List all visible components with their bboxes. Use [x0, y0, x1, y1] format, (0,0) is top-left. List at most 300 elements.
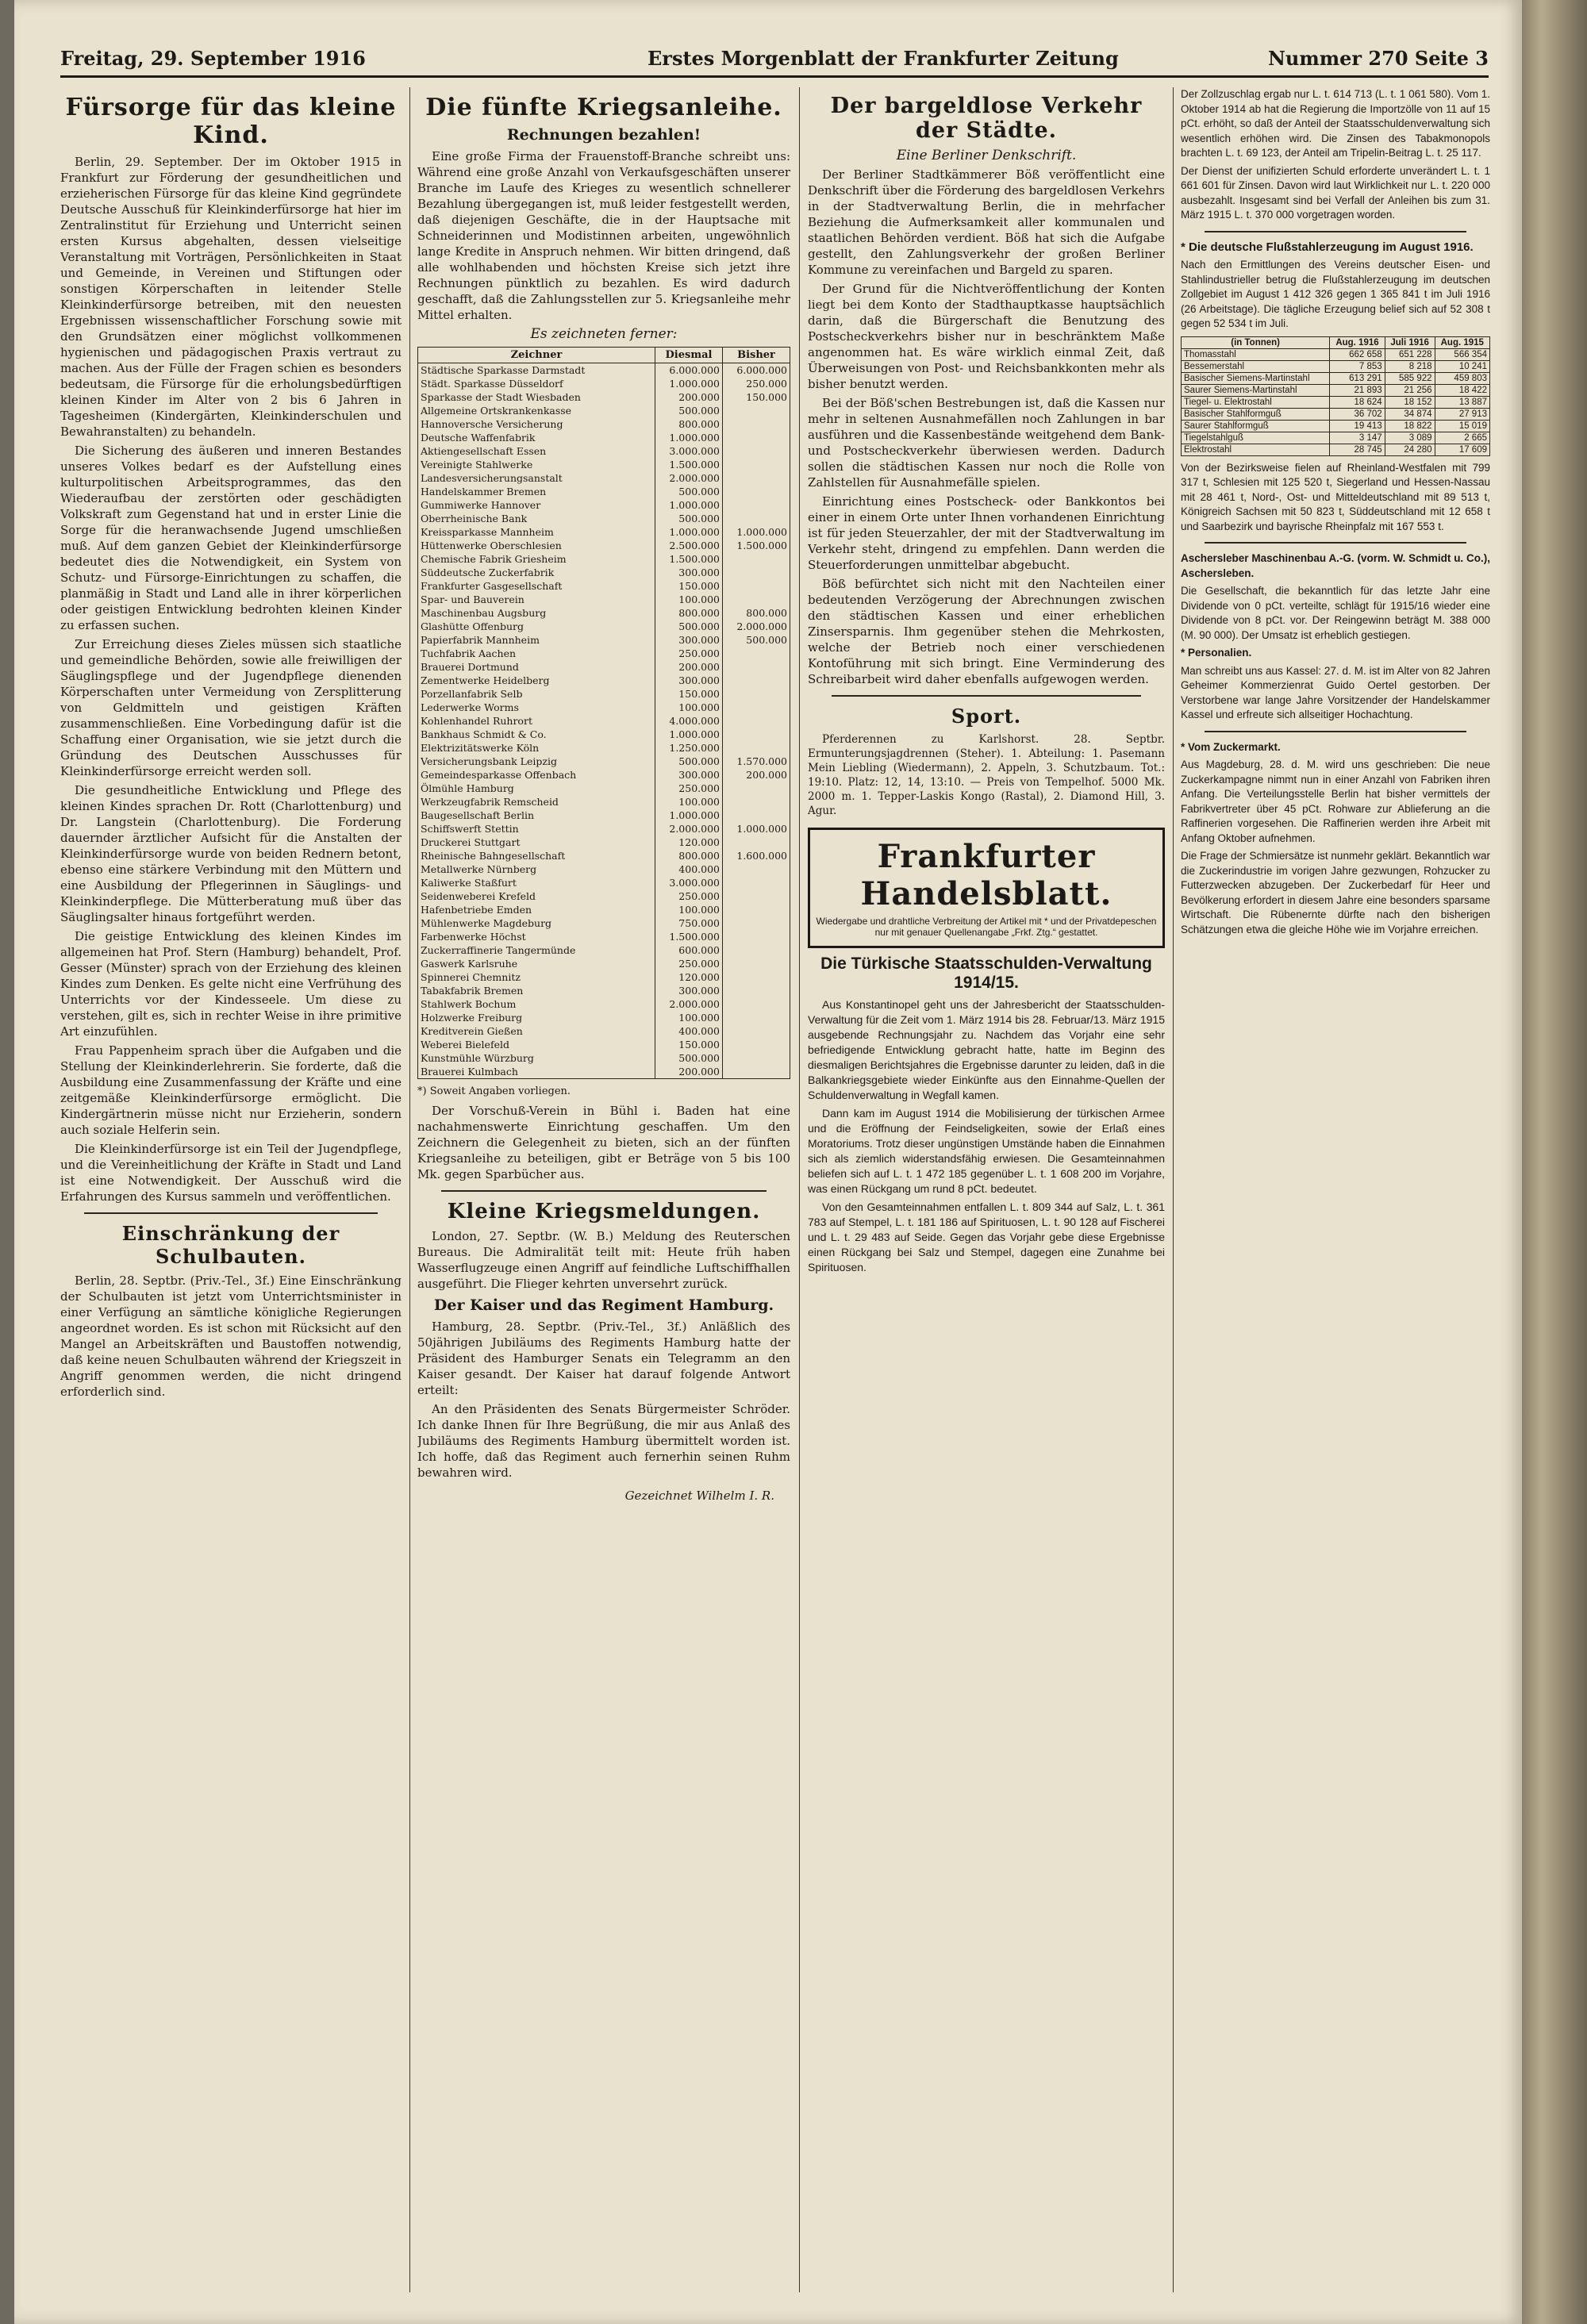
amount-current: 2.000.000: [655, 997, 723, 1011]
subscriber-name: Chemische Fabrik Griesheim: [418, 552, 655, 566]
divider: [441, 1190, 767, 1192]
amount-current: 500.000: [655, 404, 723, 417]
subscriber-name: Kreditverein Gießen: [418, 1024, 655, 1038]
amount-current: 1.000.000: [655, 431, 723, 444]
article-paragraph: Die Sicherung des äußeren und inneren Bestandes unseres Volkes bedarf es der Aufstellung eines kulturpolitischen Arbeitsprogrammes, das den Wiederaufbau der zerstörten oder geschädigten Volkskraft zum Gegenstand hat und in erster Linie die Sorge für die heranwachsende Jugend umschließen muß. Auf dem ganzen Gebiet der Kleinkinderfürsorge bedeutet dies die Notwendigkeit, ein System von Schutz- und Fürsorge-Einrichtungen zu schaffen, die planmäßig in Stadt und Land alle in ihrer körperlichen oder geistigen Entwicklung bedrohten kleinen Kinder zu erfassen suchen.: [60, 444, 402, 632]
subscriber-name: Weberei Bielefeld: [418, 1038, 655, 1051]
amount-current: 100.000: [655, 1011, 723, 1024]
table-row: [1182, 360, 1490, 372]
steel-tonnage: 585 922: [1385, 372, 1435, 384]
amount-previous: [723, 687, 790, 701]
amount-previous: 6.000.000: [723, 363, 790, 378]
subscriber-name: Spinnerei Chemnitz: [418, 970, 655, 984]
amount-current: 100.000: [655, 701, 723, 714]
table-row: [418, 957, 790, 970]
table-footnote: *) Soweit Angaben vorliegen.: [417, 1085, 571, 1097]
article-headline: * Die deutsche Flußstahlerzeugung im August 1916.: [1181, 240, 1474, 254]
amount-current: 250.000: [655, 889, 723, 903]
divider: [1205, 731, 1466, 732]
amount-previous: [723, 835, 790, 849]
table-row: [418, 1011, 790, 1024]
amount-previous: 250.000: [723, 377, 790, 390]
steel-tonnage: 662 658: [1330, 348, 1385, 360]
amount-current: 500.000: [655, 755, 723, 768]
subscriber-name: Spar- und Bauverein: [418, 593, 655, 606]
steel-tonnage: 2 665: [1435, 432, 1489, 444]
subscriber-name: Hannoversche Versicherung: [418, 417, 655, 431]
table-row: [418, 566, 790, 579]
table-row: [418, 1051, 790, 1065]
amount-current: 500.000: [655, 620, 723, 633]
article-headline: Einschränkung der Schulbauten.: [121, 1222, 340, 1268]
steel-type: Thomasstahl: [1182, 348, 1330, 360]
steel-tonnage: 459 803: [1435, 372, 1489, 384]
amount-previous: [723, 1011, 790, 1024]
amount-current: 150.000: [655, 579, 723, 593]
subscriber-name: Hafenbetriebe Emden: [418, 903, 655, 916]
amount-current: 250.000: [655, 957, 723, 970]
table-row: [418, 1065, 790, 1079]
table-row: [418, 1024, 790, 1038]
subscriber-name: Sparkasse der Stadt Wiesbaden: [418, 390, 655, 404]
steel-tonnage: 7 853: [1330, 360, 1385, 372]
amount-previous: [723, 674, 790, 687]
table-row: [418, 809, 790, 822]
section-notice: Wiedergabe und drahtliche Verbreitung der Artikel mit * und der Privatdepeschen nur mit genauer Quellenangabe „Frkf. Ztg.“ gestattet.: [816, 916, 1157, 938]
article-paragraph: Man schreibt uns aus Kassel: 27. d. M. ist im Alter von 82 Jahren Geheimer Kommerzienrat Guido Oertel gestorben. Der Verstorbene war lange Jahre Vorsitzender der Handelskammer Kassel und erfreute sich allseitiger Hochachtung.: [1181, 664, 1490, 720]
table-row: [418, 701, 790, 714]
table-row: [418, 363, 790, 378]
amount-current: 1.500.000: [655, 458, 723, 471]
article-paragraph: Eine große Firma der Frauenstoff-Branche schreibt uns: Während eine große Anzahl von Verkaufsgeschäften unserer Branche im Laufe des Krieges zu wesentlich schnellerer Bezahlung übergegangen ist, muß leider festgestellt werden, daß diejenigen Geschäfte, die in der Hauptsache mit Schneiderinnen und Modistinnen arbeiten, ungewöhnlich lange Kredite in Anspruch nehmen. Wir bitten dringend, daß alle wohlhabenden und höchsten Kreise sich jetzt ihre Rechnungen pünktlich zu bezahlen. Es wird dadurch geschafft, daß die Zahlungsstellen zur 5. Kriegsanleihe mehr Mittel erhalten.: [417, 149, 790, 322]
article-paragraph: Der Vorschuß-Verein in Bühl i. Baden hat eine nachahmenswerte Einrichtung geschaffen. Um den Zeichnern die Gelegenheit zu bieten, sich an der fünften Kriegsanleihe zu beteiligen, gibt er Beträge von 5 bis 100 Mk. gegen Sparbücher aus.: [417, 1104, 790, 1181]
table-row: [418, 903, 790, 916]
table-row: [418, 687, 790, 701]
page-header: [60, 44, 1489, 78]
table-row: [418, 552, 790, 566]
article-paragraph: Bei der Böß'schen Bestrebungen ist, daß die Kassen nur mehr in seltenen Ausnahmefällen noch Zahlungen in bar ausführen und die Kassenbestände weitgehend dem Bank- und Postscheckverkehr überwiesen werden. Dadurch sollen die städtischen Kassen nur noch die Rolle von Zahlstellen für Ausnahmefälle spielen.: [808, 396, 1165, 490]
subscriber-name: Mühlenwerke Magdeburg: [418, 916, 655, 930]
subscriber-name: Porzellanfabrik Selb: [418, 687, 655, 701]
column-rule: [409, 87, 410, 2292]
article-paragraph: Von der Bezirksweise fielen auf Rheinland-Westfalen mit 799 317 t, Schlesien mit 125 520 t, Siegerland und Hessen-Nassau mit 28 461 t, Nord-, Ost- und Mitteldeutschland mit 89 513 t, Königreich Sachsen mit 50 823 t, Süddeutschland mit 12 658 t und Saarbezirk und bayrische Rheinpfalz mit 167 553 t.: [1181, 461, 1490, 532]
amount-previous: 1.000.000: [723, 822, 790, 835]
amount-previous: [723, 984, 790, 997]
table-row: [418, 916, 790, 930]
amount-current: 1.500.000: [655, 930, 723, 943]
steel-type: Basischer Siemens-Martinstahl: [1182, 372, 1330, 384]
amount-previous: [723, 444, 790, 458]
steel-tonnage: 10 241: [1435, 360, 1489, 372]
steel-tonnage: 18 822: [1385, 420, 1435, 432]
amount-current: 300.000: [655, 768, 723, 782]
amount-current: 200.000: [655, 660, 723, 674]
amount-current: 1.250.000: [655, 741, 723, 755]
subscriber-name: Papierfabrik Mannheim: [418, 633, 655, 647]
subscriber-name: Baugesellschaft Berlin: [418, 809, 655, 822]
amount-previous: [723, 404, 790, 417]
amount-current: 200.000: [655, 390, 723, 404]
table-row: [418, 404, 790, 417]
article-paragraph: Berlin, 28. Septbr. (Priv.-Tel., 3f.) Eine Einschränkung der Schulbauten ist jetzt vom Unterrichtsminister in einer Verfügung an sämtliche königliche Regierungen angeordnet worden. Es ist schon mit Rücksicht auf den Mangel an Arbeitskräften und Baustoffen notwendig, daß keine neuen Schulbauten während der Kriegszeit in Angriff genommen werden, die nicht dringend erforderlich sind.: [60, 1273, 402, 1399]
steel-tonnage: 17 609: [1435, 444, 1489, 455]
steel-type: Bessemerstahl: [1182, 360, 1330, 372]
table-row: [418, 417, 790, 431]
amount-current: 800.000: [655, 417, 723, 431]
amount-previous: [723, 512, 790, 525]
article-paragraph: Aus Konstantinopel geht uns der Jahresbericht der Staatsschulden-Verwaltung für die Zeit vom 1. März 1914 bis 28. Februar/13. März 1915 ausgebende Rechnungsjahr zu. Nachdem das Vorjahr eine sehr befriedigende Entwicklung gebracht hatte, hatte im Beginn des diesmaligen Berichtsjahres die Ergebnisse darunter zu leiden, daß in die Balkankriegsgebiete wieder Einkünfte aus den Einnahme-Quellen der Schuldenverwaltung in Wegfall kamen.: [808, 998, 1165, 1101]
amount-previous: 500.000: [723, 633, 790, 647]
amount-previous: [723, 970, 790, 984]
subscriber-name: Deutsche Waffenfabrik: [418, 431, 655, 444]
amount-previous: [723, 647, 790, 660]
amount-current: 2.500.000: [655, 539, 723, 552]
subscriber-name: Zementwerke Heidelberg: [418, 674, 655, 687]
steel-type: Saurer Siemens-Martinstahl: [1182, 384, 1330, 396]
amount-current: 300.000: [655, 633, 723, 647]
table-row: [418, 471, 790, 485]
table-row: [418, 647, 790, 660]
amount-previous: [723, 916, 790, 930]
amount-current: 150.000: [655, 687, 723, 701]
article-paragraph: Pferderennen zu Karlshorst. 28. Septbr. Ermunterungsjagdrennen (Steher). 1. Abteilung: 1. Pasemann Mein Liebling (Wiedermann), 2. Appeln, 3. Schutzbaum. Tot.: 19:10. Platz: 12, 14, 13:10. — Preis von Tempelhof. 5000 Mk. 2000 m. 1. Tepper-Laskis Kongo (Rastal), 2. Diamond Hill, 3. Agur.: [808, 733, 1165, 817]
article-paragraph: Die gesundheitliche Entwicklung und Pflege des kleinen Kindes sprachen Dr. Rott (Charlottenburg) und Dr. Langstein (Charlottenburg). Die Forderung dauernder ärztlicher Aufsicht für die Anstalten der Kleinkinderfürsorge wurde von beiden Rednern betont, ebenso eine stärkere Verbindung mit den Müttern und eine Ausbildung der Pflegerinnen in Säuglings- und Kleinkinderpflege. Die Mütterberatung muß über das Säuglingsalter hinaus fortgeführt werden.: [60, 783, 402, 924]
article-headline: Aschersleber Maschinenbau A.-G. (vorm. W. Schmidt u. Co.), Aschersleben.: [1181, 552, 1490, 579]
column-1: [60, 87, 402, 2292]
article-headline: * Vom Zuckermarkt.: [1181, 740, 1281, 753]
table-header-unit: (in Tonnen): [1182, 336, 1330, 348]
subscriber-name: Versicherungsbank Leipzig: [418, 755, 655, 768]
issue-number: Nummer 270 Seite 3: [1267, 47, 1489, 70]
amount-previous: [723, 417, 790, 431]
table-row: [418, 741, 790, 755]
table-row: [418, 889, 790, 903]
column-2: [417, 87, 790, 2292]
table-header-name: Zeichner: [418, 348, 655, 363]
steel-type: Saurer Stahlformguß: [1182, 420, 1330, 432]
article-paragraph: Von den Gesamteinnahmen entfallen L. t. 809 344 auf Salz, L. t. 361 783 auf Stempel, L. t. 181 186 auf Spirituosen, L. t. 90 128 auf Fischerei und L. t. 29 483 auf Seide. Gegen das Vorjahr gebe diese Ergebnisse einen Rückgang bei Salz und Stempel, dagegen eine Zunahme bei Spirituosen.: [808, 1200, 1165, 1273]
article-subheadline: Rechnungen bezahlen!: [506, 126, 701, 144]
amount-previous: [723, 1065, 790, 1079]
table-row: [418, 862, 790, 876]
signature: Gezeichnet Wilhelm I. R.: [624, 1489, 774, 1503]
article-headline: Die Türkische Staatsschulden-Verwaltung 1914/15.: [820, 955, 1152, 992]
table-header-aug-1915: Aug. 1915: [1435, 336, 1489, 348]
amount-previous: 2.000.000: [723, 620, 790, 633]
table-row: [418, 997, 790, 1011]
subscriber-name: Brauerei Dortmund: [418, 660, 655, 674]
steel-tonnage: 21 893: [1330, 384, 1385, 396]
table-row: [418, 512, 790, 525]
article-paragraph: Die geistige Entwicklung des kleinen Kindes im allgemeinen hat Prof. Stern (Hamburg) behandelt, Prof. Gesser (Münster) sprach von der Erziehung des kleinen Kindes zum Denken. Es gelte nicht eine Verfrühung des Unterrichts vor der Kindesseele. Um diese zu verstehen, gilt es, sich in rechter Weise in ihre primitive Art einzufühlen.: [60, 929, 402, 1039]
table-title: Es zeichneten ferner:: [530, 326, 678, 342]
table-row: [418, 728, 790, 741]
amount-previous: [723, 498, 790, 512]
article-paragraph: An den Präsidenten des Senats Bürgermeister Schröder. Ich danke Ihnen für Ihre Begrüßung, die mir aus Anlaß des Jubiläums des Regiments Hamburg übermittelt worden ist. Ich hoffe, daß das Regiment auch fernerhin seinen Ruhm bewahren wird.: [417, 1402, 790, 1480]
amount-previous: [723, 889, 790, 903]
table-row: [418, 431, 790, 444]
amount-current: 120.000: [655, 835, 723, 849]
subscriber-name: Glashütte Offenburg: [418, 620, 655, 633]
steel-tonnage: 3 147: [1330, 432, 1385, 444]
amount-current: 500.000: [655, 512, 723, 525]
subscriber-name: Süddeutsche Zuckerfabrik: [418, 566, 655, 579]
subscriber-name: Rheinische Bahngesellschaft: [418, 849, 655, 862]
article-paragraph: Zur Erreichung dieses Zieles müssen sich staatliche und gemeindliche Behörden, sowie alle freiwilligen der Säuglingspflege und der Jugendpflege dienenden Körperschaften unter Vermeidung von Zersplitterung von Geldmitteln und geistigen Kräften zusammenschließen. Eine Vorbedingung dafür ist die Schaffung einer Organisation, wie sie jetzt durch die Gründung des Deutschen Ausschusses für Kleinkinderfürsorge erreicht werden soll.: [60, 637, 402, 778]
steel-tonnage: 19 413: [1330, 420, 1385, 432]
steel-type: Elektrostahl: [1182, 444, 1330, 455]
table-row: [418, 984, 790, 997]
subscriber-name: Holzwerke Freiburg: [418, 1011, 655, 1024]
amount-current: 1.000.000: [655, 809, 723, 822]
steel-tonnage: 651 228: [1385, 348, 1435, 360]
table-row: [418, 782, 790, 795]
table-row: [418, 498, 790, 512]
amount-current: 120.000: [655, 970, 723, 984]
article-paragraph: Die Gesellschaft, die bekanntlich für das letzte Jahr eine Dividende von 0 pCt. verteilte, schlägt für 1915/16 wieder eine Dividende von 8 pCt. vor. Der Reingewinn beträgt M. 388 000 (M. 90 000). Der Umsatz ist erheblich gestiegen.: [1181, 585, 1490, 641]
article-headline: Der bargeldlose Verkehr der Städte.: [830, 94, 1143, 143]
article-paragraph: Die Kleinkinderfürsorge ist ein Teil der Jugendpflege, und die Vereinheitlichung der Kräfte in Stadt und Land ist eine Notwendigkeit. Der Ausschuß wird die Erfahrungen des Kursus sammeln und veröffentlichen.: [60, 1142, 402, 1204]
amount-previous: [723, 471, 790, 485]
steel-tonnage: 28 745: [1330, 444, 1385, 455]
subscriber-name: Handelskammer Bremen: [418, 485, 655, 498]
steel-tonnage: 18 422: [1435, 384, 1489, 396]
table-row: [418, 876, 790, 889]
amount-current: 150.000: [655, 1038, 723, 1051]
table-row: [418, 606, 790, 620]
amount-previous: [723, 903, 790, 916]
amount-current: 1.000.000: [655, 728, 723, 741]
article-paragraph: Nach den Ermittlungen des Vereins deutscher Eisen- und Stahlindustrieller betrug die Flußstahlerzeugung im deutschen Zollgebiet im August 1 412 326 gegen 1 365 841 t im Juli 1916 (26 Arbeitstage). Die tägliche Erzeugung belief sich auf 52 308 t gegen 52 534 t im Juli.: [1181, 259, 1490, 329]
subscriber-name: Frankfurter Gasgesellschaft: [418, 579, 655, 593]
amount-previous: 1.000.000: [723, 525, 790, 539]
amount-previous: [723, 714, 790, 728]
subscriber-name: Hüttenwerke Oberschlesien: [418, 539, 655, 552]
amount-previous: [723, 741, 790, 755]
subscriber-name: Kohlenhandel Ruhrort: [418, 714, 655, 728]
steel-tonnage: 3 089: [1385, 432, 1435, 444]
amount-current: 3.000.000: [655, 876, 723, 889]
amount-previous: 1.500.000: [723, 539, 790, 552]
subscriber-name: Städt. Sparkasse Düsseldorf: [418, 377, 655, 390]
table-row: [418, 444, 790, 458]
amount-previous: [723, 997, 790, 1011]
column-rule: [799, 87, 800, 2292]
subscriber-name: Kunstmühle Würzburg: [418, 1051, 655, 1065]
steel-tonnage: 21 256: [1385, 384, 1435, 396]
divider: [1205, 542, 1466, 544]
amount-previous: [723, 809, 790, 822]
table-header-previous: Bisher: [723, 348, 790, 363]
amount-previous: [723, 943, 790, 957]
column-3: [808, 87, 1165, 2292]
table-row: [418, 795, 790, 809]
article-headline: Die fünfte Kriegsanleihe.: [425, 94, 782, 121]
amount-previous: [723, 782, 790, 795]
newspaper-title: Erstes Morgenblatt der Frankfurter Zeitung: [647, 47, 1119, 70]
article-paragraph: Frau Pappenheim sprach über die Aufgaben und die Stellung der Kleinkinderlehrerin. Sie forderte, daß die Ausbildung eine Zusammenfassung der Kräfte und eine zeitgemäße Kleinkinderfürsorge ermöglicht. Die Kindergärtnerin müsse nicht nur Erzieherin, sondern auch soziale Helferin sein.: [60, 1043, 402, 1137]
amount-current: 600.000: [655, 943, 723, 957]
amount-previous: [723, 795, 790, 809]
table-row: [1182, 444, 1490, 455]
article-paragraph: Berlin, 29. September. Der im Oktober 1915 in Frankfurt zur Förderung der gesundheitlichen und erzieherischen Fürsorge für das kleine Kind gegründete Deutsche Ausschuß für Kleinkinderfürsorge hat hier im Zentralinstitut für Erziehung und Unterricht seinen ersten Kursus abgehalten, dessen vielseitige Veranstaltung mit Vorträgen, Persönlichkeiten in Staat und Gemeinde, in Vereinen und Stiftungen oder sonstigen Körperschaften in leitender Stelle Kleinkinderfürsorge betreiben, mit den neuesten Ergebnissen wissenschaftlicher Forschung sowie mit den Grundsätzen einer möglichst vollkommenen hygienischen und pädagogischen Praxis vertraut zu machen. Aus der Fülle der Fragen schien es besonders bedeutsam, die Fürsorge für die erholungsbedürftigen kleinen Kinder im Alter von 2 bis 6 Jahren in Tagesheimen (Kindergärten, Kleinkinderschulen und Bewahranstalten) zu behandeln.: [60, 155, 402, 439]
divider: [1205, 231, 1466, 232]
table-row: [1182, 420, 1490, 432]
steel-tonnage: 15 019: [1435, 420, 1489, 432]
amount-previous: [723, 552, 790, 566]
amount-previous: [723, 728, 790, 741]
amount-previous: [723, 930, 790, 943]
table-row: [418, 390, 790, 404]
subscriber-name: Gummiwerke Hannover: [418, 498, 655, 512]
steel-tonnage: 613 291: [1330, 372, 1385, 384]
table-row: [1182, 372, 1490, 384]
table-row: [418, 620, 790, 633]
divider: [832, 695, 1141, 697]
column-rule: [1173, 87, 1174, 2292]
article-paragraph: Der Zollzuschlag ergab nur L. t. 614 713 (L. t. 1 061 580). Vom 1. Oktober 1914 ab hat die Regierung die Importzölle von 11 auf 15 pCt. erhöht, so daß der Anteil der Staatsschuldenverwaltung sich wesentlich erhöhen wird. Die Zinsen des Tabakmonopols brachten L. t. 69 123, der Anteil am Tripelin-Beitrag L. t. 25 117.: [1181, 88, 1490, 159]
steel-tonnage: 36 702: [1330, 408, 1385, 420]
amount-previous: [723, 701, 790, 714]
table-row: [1182, 348, 1490, 360]
subscriber-name: Maschinenbau Augsburg: [418, 606, 655, 620]
table-row: [1182, 384, 1490, 396]
amount-previous: 1.600.000: [723, 849, 790, 862]
subscriber-name: Tuchfabrik Aachen: [418, 647, 655, 660]
section-title: Frankfurter Handelsblatt.: [860, 838, 1112, 912]
divider: [84, 1212, 378, 1214]
subscriber-name: Vereinigte Stahlwerke: [418, 458, 655, 471]
subscriber-name: Druckerei Stuttgart: [418, 835, 655, 849]
article-paragraph: Aus Magdeburg, 28. d. M. wird uns geschrieben: Die neue Zuckerkampagne nimmt nun in einer Anzahl von Fabriken ihren Anfang. Die Verteilungsstelle Berlin hat bisher vermittels der Fabrikvertreter über 45 pCt. Rohware zur Ablieferung an die Raffinerien vorgesehen. Die Raffinerien werden ihre Arbeit mit Anfang Oktober aufnehmen.: [1181, 759, 1490, 844]
table-row: [418, 822, 790, 835]
article-paragraph: Die Frage der Schmiersätze ist nunmehr geklärt. Bekanntlich war die Zuckerindustrie im vorigen Jahre gezwungen, Rohzucker zu Futterzwecken abzugeben. Der Zuckerbedarf für Heer und Bevölkerung erfordert in diesem Jahre eine besonders sparsame Wirtschaft. Die Rübenernte dürfte nach den bisherigen Schätzungen etwa die gleiche Höhe wie im Vorjahre erreichen.: [1181, 850, 1490, 935]
section-masthead: [808, 828, 1165, 948]
subscriber-name: Kreissparkasse Mannheim: [418, 525, 655, 539]
amount-previous: [723, 566, 790, 579]
subscriber-name: Zuckerraffinerie Tangermünde: [418, 943, 655, 957]
article-subheadline: Eine Berliner Denkschrift.: [896, 148, 1077, 163]
steel-production-table: [1181, 336, 1490, 456]
steel-type: Tiegel- u. Elektrostahl: [1182, 396, 1330, 408]
table-row: [418, 633, 790, 647]
amount-current: 1.000.000: [655, 525, 723, 539]
newspaper-page: [14, 0, 1522, 2324]
subscriber-name: Lederwerke Worms: [418, 701, 655, 714]
table-row: [418, 525, 790, 539]
subscriber-name: Gemeindesparkasse Offenbach: [418, 768, 655, 782]
amount-current: 300.000: [655, 674, 723, 687]
amount-previous: [723, 1024, 790, 1038]
amount-previous: [723, 593, 790, 606]
article-paragraph: Hamburg, 28. Septbr. (Priv.-Tel., 3f.) Anläßlich des 50jährigen Jubiläums des Regiments Hamburg hatte der Präsident des Hamburger Senats ein Telegramm an den Kaiser gesandt. Der Kaiser hat darauf folgende Antwort erteilt:: [417, 1319, 790, 1397]
table-row: [418, 593, 790, 606]
article-subheadline: Der Kaiser und das Regiment Hamburg.: [433, 1296, 774, 1314]
subscriber-name: Oberrheinische Bank: [418, 512, 655, 525]
amount-current: 500.000: [655, 1051, 723, 1065]
amount-current: 3.000.000: [655, 444, 723, 458]
amount-current: 250.000: [655, 782, 723, 795]
subscriber-name: Allgemeine Ortskrankenkasse: [418, 404, 655, 417]
subscriber-name: Farbenwerke Höchst: [418, 930, 655, 943]
steel-tonnage: 8 218: [1385, 360, 1435, 372]
subscriber-name: Schiffswerft Stettin: [418, 822, 655, 835]
article-paragraph: Einrichtung eines Postscheck- oder Bankkontos bei einer in einem Orte unter Ihnen vorhandenen Einrichtung ist für jeden Steuerzahler, der mit der Stadtverwaltung im Verkehr steht, dringend zu empfehlen. Dann werden die Steuerforderungen unmittelbar abgebucht.: [808, 494, 1165, 572]
amount-current: 500.000: [655, 485, 723, 498]
subscriber-name: Tabakfabrik Bremen: [418, 984, 655, 997]
amount-previous: [723, 957, 790, 970]
article-paragraph: London, 27. Septbr. (W. B.) Meldung des Reuterschen Bureaus. Die Admiralität teilt mit: Heute früh haben Wasserflugzeuge einen Angriff auf feindliche Luftschiffhallen ausgeführt. Die Flieger kehrten unversehrt zurück.: [417, 1229, 790, 1291]
amount-previous: 1.570.000: [723, 755, 790, 768]
table-row: [1182, 408, 1490, 420]
amount-current: 300.000: [655, 566, 723, 579]
subscriber-name: Kaliwerke Staßfurt: [418, 876, 655, 889]
subscriber-name: Stahlwerk Bochum: [418, 997, 655, 1011]
amount-current: 6.000.000: [655, 363, 723, 378]
subscriber-name: Seidenweberei Krefeld: [418, 889, 655, 903]
table-row: [418, 579, 790, 593]
amount-previous: [723, 431, 790, 444]
steel-tonnage: 18 152: [1385, 396, 1435, 408]
article-paragraph: Der Grund für die Nichtveröffentlichung der Konten liegt bei dem Konto der Stadthauptkasse hauptsächlich darin, daß die Bürgerschaft die Benutzung des Postscheckverkehrs bisher nur in beschränktem Maße angenommen hat. Es wäre wirklich einmal Zeit, daß Überweisungen von Post- und Reichsbankkonten mehr als bisher benutzt werden.: [808, 282, 1165, 391]
article-headline: * Personalien.: [1181, 647, 1252, 659]
table-row: [1182, 396, 1490, 408]
amount-previous: [723, 579, 790, 593]
table-header-aug-1916: Aug. 1916: [1330, 336, 1385, 348]
subscription-table: [417, 347, 790, 1079]
amount-current: 750.000: [655, 916, 723, 930]
subscriber-name: Ölmühle Hamburg: [418, 782, 655, 795]
subscriber-name: Werkzeugfabrik Remscheid: [418, 795, 655, 809]
amount-current: 1.500.000: [655, 552, 723, 566]
amount-previous: [723, 862, 790, 876]
table-header-jul-1916: Juli 1916: [1385, 336, 1435, 348]
amount-current: 1.000.000: [655, 377, 723, 390]
table-row: [418, 755, 790, 768]
subscriber-name: Brauerei Kulmbach: [418, 1065, 655, 1079]
amount-current: 400.000: [655, 1024, 723, 1038]
amount-current: 100.000: [655, 903, 723, 916]
amount-previous: [723, 1051, 790, 1065]
amount-current: 300.000: [655, 984, 723, 997]
amount-current: 800.000: [655, 849, 723, 862]
amount-current: 2.000.000: [655, 822, 723, 835]
amount-current: 2.000.000: [655, 471, 723, 485]
steel-tonnage: 18 624: [1330, 396, 1385, 408]
amount-previous: [723, 660, 790, 674]
subscriber-name: Landesversicherungsanstalt: [418, 471, 655, 485]
steel-tonnage: 27 913: [1435, 408, 1489, 420]
steel-type: Tiegelstahlguß: [1182, 432, 1330, 444]
amount-previous: 800.000: [723, 606, 790, 620]
amount-current: 100.000: [655, 795, 723, 809]
subscriber-name: Bankhaus Schmidt & Co.: [418, 728, 655, 741]
amount-previous: [723, 485, 790, 498]
table-row: [1182, 432, 1490, 444]
table-row: [418, 674, 790, 687]
table-row: [418, 835, 790, 849]
table-row: [418, 714, 790, 728]
amount-previous: [723, 458, 790, 471]
steel-tonnage: 24 280: [1385, 444, 1435, 455]
subscriber-name: Städtische Sparkasse Darmstadt: [418, 363, 655, 378]
issue-date: Freitag, 29. September 1916: [60, 47, 366, 70]
article-paragraph: Der Dienst der unifizierten Schuld erforderte unverändert L. t. 1 661 601 für Zinsen. Davon wird laut Wirklichkeit nur L. t. 220 000 ausbezahlt. Insgesamt sind bei Verfall der Anleihen bis zum 31. März 1915 L. t. 370 000 vorgetragen worden.: [1181, 164, 1490, 221]
amount-current: 4.000.000: [655, 714, 723, 728]
article-headline: Sport.: [951, 705, 1022, 728]
amount-current: 100.000: [655, 593, 723, 606]
table-row: [418, 943, 790, 957]
